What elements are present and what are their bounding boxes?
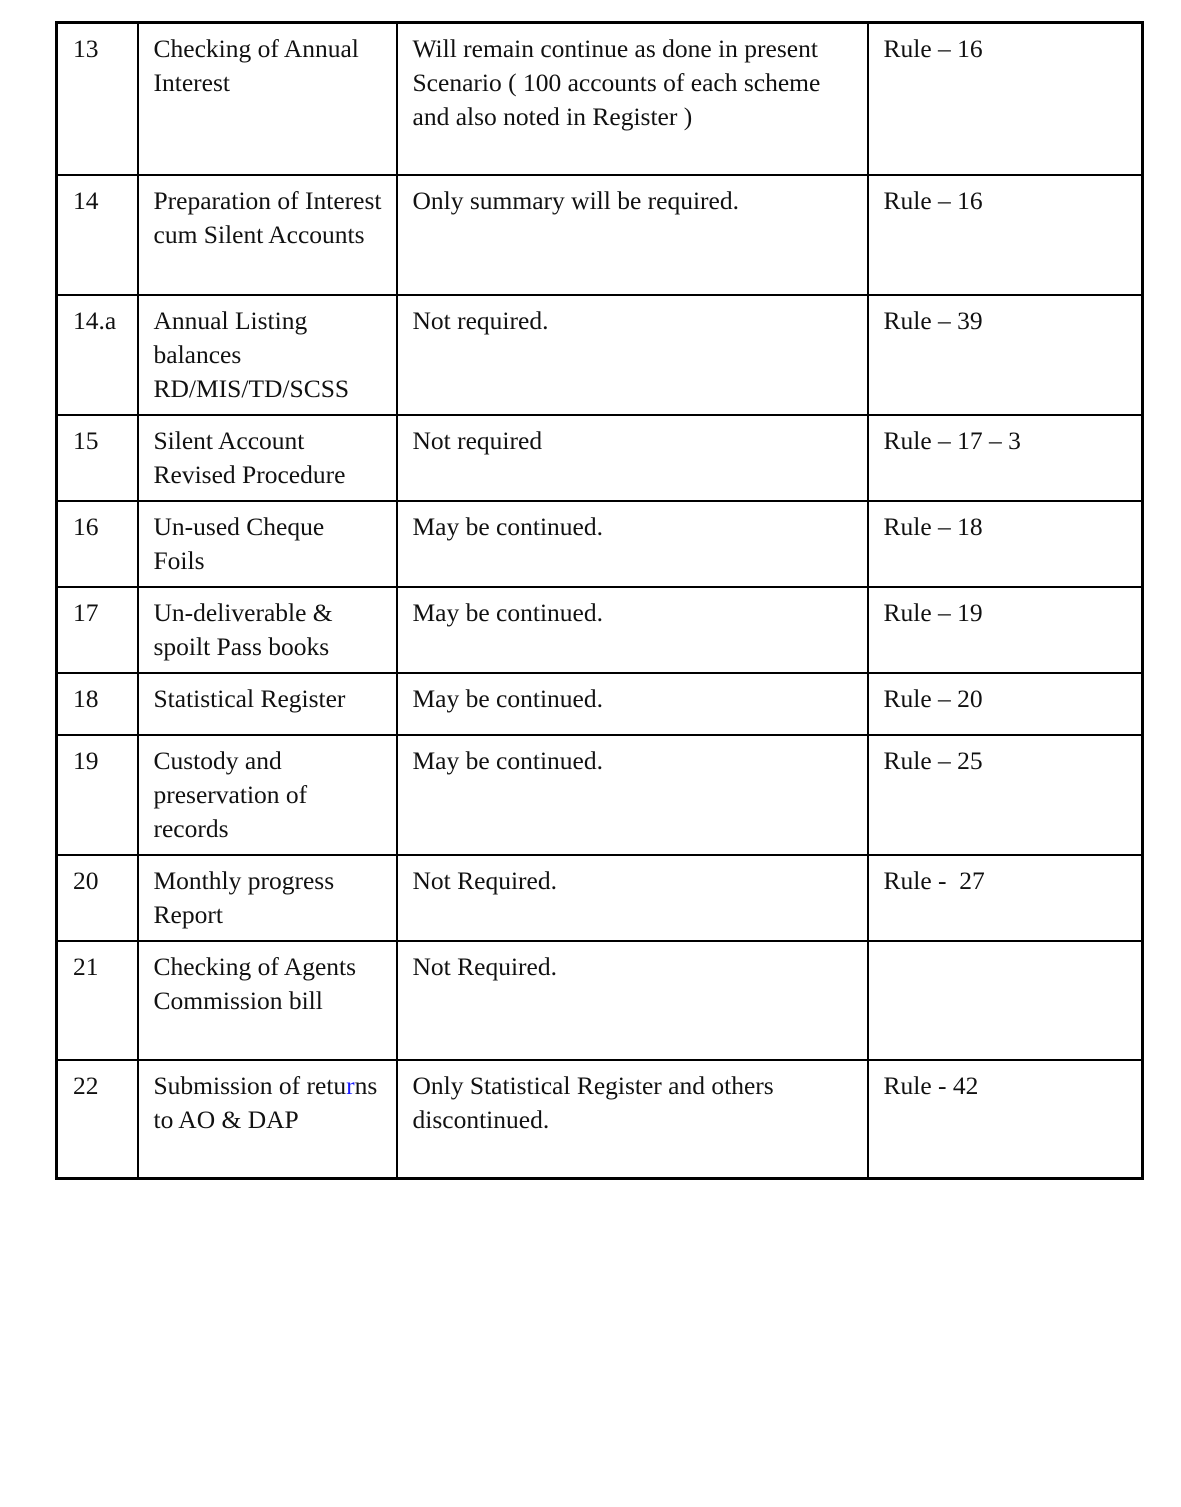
item-name: Preparation of Interest cum Silent Accounts [138, 175, 397, 295]
item-name: Statistical Register [138, 673, 397, 735]
rules-table [55, 21, 1144, 1180]
item-description: May be continued. [397, 735, 868, 855]
row-number: 21 [57, 941, 138, 1060]
table-row [57, 23, 1143, 175]
table-row [57, 673, 1143, 735]
item-name: Annual Listing balances RD/MIS/TD/SCSS [138, 295, 397, 415]
item-description: Not required. [397, 295, 868, 415]
item-name [138, 1060, 397, 1179]
item-name: Checking of Agents Commission bill [138, 941, 397, 1060]
table-row [57, 501, 1143, 587]
rule-reference: Rule – 25 [868, 735, 1143, 855]
row-number: 18 [57, 673, 138, 735]
highlighted-letter: r [346, 1070, 355, 1100]
row-number: 16 [57, 501, 138, 587]
row-number: 20 [57, 855, 138, 941]
item-description: May be continued. [397, 587, 868, 673]
rule-reference: Rule - 42 [868, 1060, 1143, 1179]
table-row [57, 175, 1143, 295]
table-row [57, 941, 1143, 1060]
table-row [57, 855, 1143, 941]
item-description: Not Required. [397, 941, 868, 1060]
item-name: Custody and preservation of records [138, 735, 397, 855]
item-name: Checking of Annual Interest [138, 23, 397, 175]
item-description: Only summary will be required. [397, 175, 868, 295]
rule-reference: Rule – 16 [868, 175, 1143, 295]
rule-reference: Rule – 19 [868, 587, 1143, 673]
item-name: Silent Account Revised Procedure [138, 415, 397, 501]
item-description: May be continued. [397, 673, 868, 735]
row-number: 13 [57, 23, 138, 175]
item-name: Un-used Cheque Foils [138, 501, 397, 587]
rule-reference: Rule – 18 [868, 501, 1143, 587]
row-number: 14.a [57, 295, 138, 415]
rule-reference: Rule – 20 [868, 673, 1143, 735]
row-number: 19 [57, 735, 138, 855]
table-row [57, 415, 1143, 501]
item-description: Will remain continue as done in present Scenario ( 100 accounts of each scheme and also noted in Register ) [397, 23, 868, 175]
item-name-part: Submission of retu [153, 1070, 347, 1100]
table-row [57, 735, 1143, 855]
rule-reference: Rule - 27 [868, 855, 1143, 941]
item-name: Monthly progress Report [138, 855, 397, 941]
item-description: Not Required. [397, 855, 868, 941]
table-row [57, 587, 1143, 673]
table-row [57, 1060, 1143, 1179]
item-description: May be continued. [397, 501, 868, 587]
row-number: 17 [57, 587, 138, 673]
item-name: Un-deliverable & spoilt Pass books [138, 587, 397, 673]
item-name-part: ns to AO & DAP [153, 1070, 378, 1134]
item-description: Only Statistical Register and others discontinued. [397, 1060, 868, 1179]
row-number: 22 [57, 1060, 138, 1179]
rule-reference [868, 941, 1143, 1060]
table-row [57, 295, 1143, 415]
rule-reference: Rule – 17 – 3 [868, 415, 1143, 501]
row-number: 15 [57, 415, 138, 501]
row-number: 14 [57, 175, 138, 295]
rule-reference: Rule – 16 [868, 23, 1143, 175]
rule-reference: Rule – 39 [868, 295, 1143, 415]
item-description: Not required [397, 415, 868, 501]
